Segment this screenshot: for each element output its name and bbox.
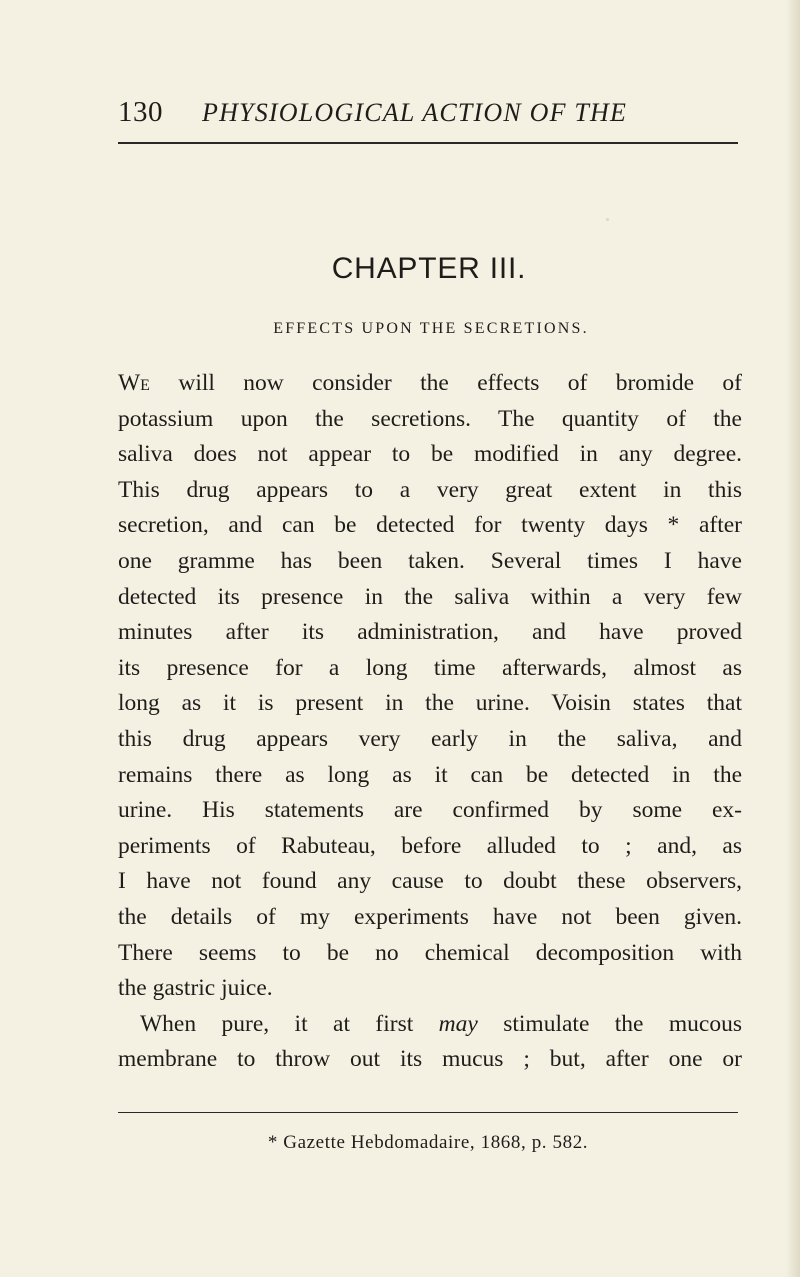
text-line: minutes after its administration, and have proved	[118, 619, 742, 646]
paragraph-start: When pure, it at first may stimulate the mucous	[140, 1010, 742, 1037]
text-line: membrane to throw out its mucus ; but, after one or	[118, 1046, 742, 1073]
text-line: urine. His statements are confirmed by some ex-	[118, 797, 742, 824]
body-text	[118, 366, 742, 1078]
text-line: one gramme has been taken. Several times I have	[118, 547, 742, 574]
text-line: We will now consider the effects of bromide of	[118, 370, 742, 396]
page-number: 130	[118, 96, 163, 128]
text-line: long as it is present in the urine. Voisin states that	[118, 690, 742, 717]
text-line: saliva does not appear to be modified in any degree.	[118, 441, 742, 468]
running-title: PHYSIOLOGICAL ACTION OF THE	[202, 98, 628, 127]
text-line: This drug appears to a very great extent in this	[118, 476, 742, 503]
text-line: its presence for a long time afterwards, almost as	[118, 654, 742, 681]
text-line: the gastric juice.	[118, 975, 273, 1002]
chapter-title: CHAPTER III.	[331, 252, 527, 285]
text-line: remains there as long as it can be detected in the	[118, 761, 742, 788]
text-line: secretion, and can be detected for twenty days * after	[118, 512, 742, 539]
running-head	[118, 88, 738, 128]
page-edge-shadow	[786, 0, 800, 1277]
emphasis: may	[438, 1010, 478, 1037]
text-line: potassium upon the secretions. The quantity of the	[118, 405, 742, 432]
header-rule	[118, 142, 738, 144]
paper-speck	[452, 706, 454, 708]
section-title: EFFECTS UPON THE SECRETIONS.	[273, 320, 589, 337]
text-line: the details of my experiments have not been given.	[118, 903, 742, 930]
footnote-rule	[118, 1112, 738, 1113]
first-word: We	[118, 370, 150, 396]
text-line: I have not found any cause to doubt these observers,	[118, 868, 742, 895]
text-line: this drug appears very early in the saliva, and	[118, 725, 742, 752]
text-line: detected its presence in the saliva within a very few	[118, 583, 742, 610]
paper-speck	[606, 218, 609, 221]
text-line: periments of Rabuteau, before alluded to ; and, as	[118, 832, 742, 859]
footnote: * Gazette Hebdomadaire, 1868, p. 582.	[267, 1132, 589, 1153]
text-line: There seems to be no chemical decomposition with	[118, 939, 742, 966]
